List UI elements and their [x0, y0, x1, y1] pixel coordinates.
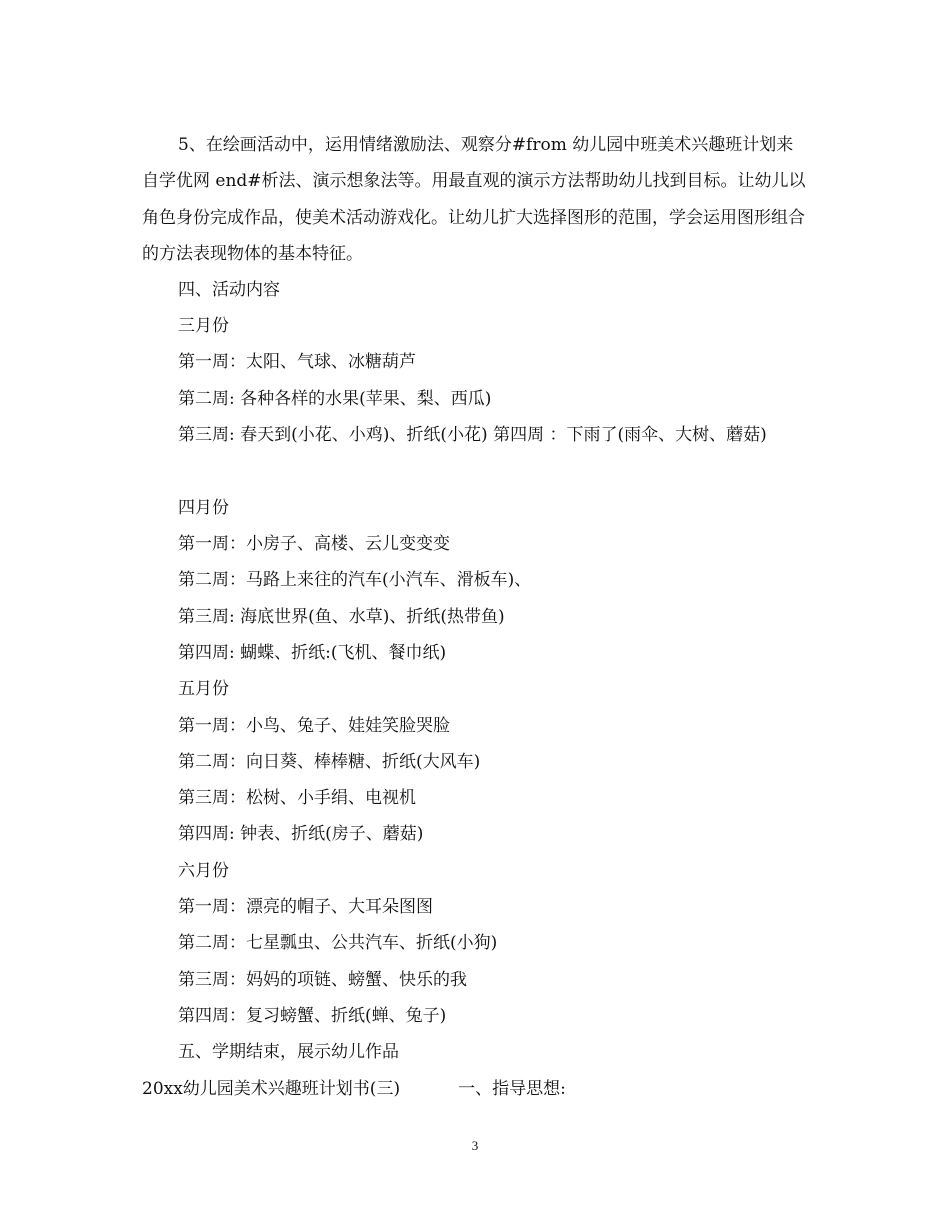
may-week-4: 第四周: 钟表、折纸(房子、蘑菇)	[178, 824, 424, 844]
month-heading-april: 四月份	[178, 498, 229, 518]
guiding-thought-heading: 一、指导思想:	[458, 1079, 566, 1099]
april-week-3: 第三周: 海底世界(鱼、水草)、折纸(热带鱼)	[178, 607, 505, 627]
month-heading-june: 六月份	[178, 861, 229, 881]
may-week-1: 第一周：小鸟、兔子、娃娃笑脸哭脸	[178, 716, 450, 736]
june-week-2: 第二周：七星瓢虫、公共汽车、折纸(小狗)	[178, 933, 498, 953]
march-week-2: 第二周: 各种各样的水果(苹果、梨、西瓜)	[178, 389, 492, 409]
month-heading-may: 五月份	[178, 679, 229, 699]
june-week-4: 第四周：复习螃蟹、折纸(蝉、兔子)	[178, 1006, 447, 1026]
march-week-3-4: 第三周: 春天到(小花、小鸡)、折纸(小花) 第四周 ：下雨了(雨伞、大树、蘑菇)	[178, 425, 767, 445]
next-section-line	[142, 1079, 566, 1099]
next-document-title: 20xx幼儿园美术兴趣班计划书(三)	[142, 1079, 401, 1099]
april-week-4: 第四周: 蝴蝶、折纸:(飞机、餐巾纸)	[178, 643, 447, 663]
june-week-1: 第一周：漂亮的帽子、大耳朵图图	[178, 897, 433, 917]
march-week-1: 第一周：太阳、气球、冰糖葫芦	[178, 352, 416, 372]
paragraph-5: 5、在绘画活动中，运用情绪激励法、观察分#from 幼儿园中班美术兴趣班计划来自学优网 end#析法、演示想象法等。用最直观的演示方法帮助幼儿找到目标。让幼儿以角色身份完成作品，使美术活动游戏化。让幼儿扩大选择图形的范围，学会运用图形组合的方法表现物体的基本特征。	[142, 135, 806, 264]
month-heading-march: 三月份	[178, 316, 229, 336]
april-week-1: 第一周：小房子、高楼、云儿变变变	[178, 534, 450, 554]
june-week-3: 第三周：妈妈的项链、螃蟹、快乐的我	[178, 970, 467, 990]
april-week-2: 第二周：马路上来往的汽车(小汽车、滑板车)、	[178, 570, 532, 590]
section-5-heading: 五、学期结束，展示幼儿作品	[178, 1042, 399, 1062]
may-week-3: 第三周：松树、小手绢、电视机	[178, 788, 416, 808]
section-4-heading: 四、活动内容	[178, 280, 280, 300]
may-week-2: 第二周：向日葵、棒棒糖、折纸(大风车)	[178, 752, 481, 772]
page-number: 3	[471, 1138, 479, 1153]
